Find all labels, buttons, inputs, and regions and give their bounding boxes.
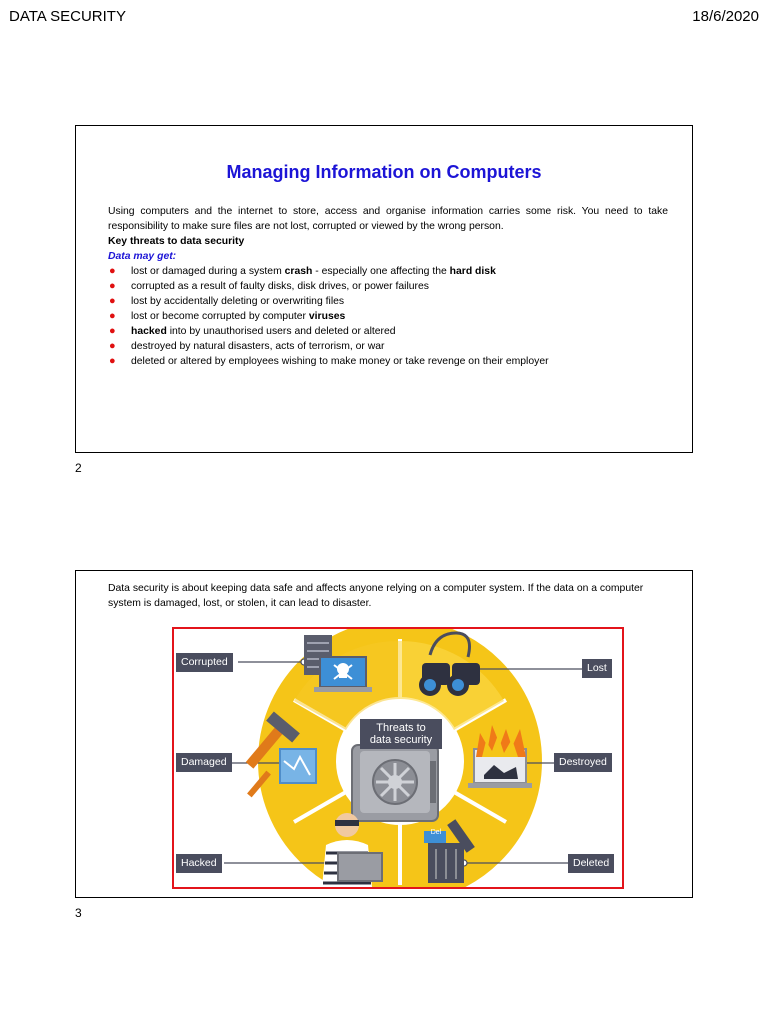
center-label-line1: Threats to [376,722,426,734]
document-title: DATA SECURITY [9,8,126,25]
bullet-dot-icon: ● [109,340,116,352]
bullet-dot-icon: ● [109,295,116,307]
intro-paragraph: Using computers and the internet to store, access and organise information carries some risk. You need to take responsibility to make sure files are not lost, corrupted or viewed by the wrong person. [108,206,668,232]
del-tag: Del [430,829,442,836]
center-label-line2: data security [369,734,433,746]
safe-icon [352,745,438,821]
bold-keyword: crash [284,266,313,277]
label-destroyed: Destroyed [554,753,612,772]
slide-3 [75,570,693,898]
data-may-get-heading: Data may get: [108,251,177,262]
slide-body-text: Data security is about keeping data safe and affects anyone relying on a computer system. If the data on a computer system is damaged, lost, or stolen, it can lead to disaster. [108,583,644,609]
bullet-text: lost or become corrupted by computer [131,311,309,322]
threats-diagram [172,627,624,889]
bullet-text: into by unauthorised users and deleted or altered [166,326,396,337]
slide-number: 3 [75,906,82,920]
threat-list-item [108,324,668,339]
bullet-text: - especially one affecting the [312,266,450,277]
threat-list-item [108,264,668,279]
slide-number: 2 [75,461,82,475]
bullet-dot-icon: ● [109,325,116,337]
label-hacked: Hacked [176,854,222,873]
bullet-dot-icon: ● [109,310,116,322]
bullet-text: corrupted as a result of faulty disks, disk drives, or power failures [131,281,429,292]
slide-body [108,204,668,369]
threat-list [108,264,668,369]
bullet-text: destroyed by natural disasters, acts of terrorism, or war [131,341,385,352]
bold-keyword: hard disk [449,266,496,277]
key-threats-heading: Key threats to data security [108,236,245,247]
bullet-dot-icon: ● [109,280,116,292]
threat-list-item [108,339,668,354]
threat-list-item [108,354,668,369]
bullet-dot-icon: ● [109,265,116,277]
bullet-text: lost or damaged during a system [131,266,285,277]
label-deleted: Deleted [568,854,614,873]
bullet-text: deleted or altered by employees wishing to make money or take revenge on their employer [131,356,549,367]
slide-title: Managing Information on Computers [226,162,542,182]
label-lost: Lost [582,659,612,678]
label-corrupted: Corrupted [176,653,233,672]
bold-keyword: viruses [308,311,346,322]
threat-list-item [108,309,668,324]
threat-list-item [108,279,668,294]
bold-keyword: hacked [131,326,167,337]
bullet-dot-icon: ● [109,355,116,367]
document-date: 18/6/2020 [692,8,759,25]
bullet-text: lost by accidentally deleting or overwriting files [131,296,345,307]
label-damaged: Damaged [176,753,232,772]
threat-list-item [108,294,668,309]
slide-2 [75,125,693,453]
threats-center-label [360,719,442,749]
